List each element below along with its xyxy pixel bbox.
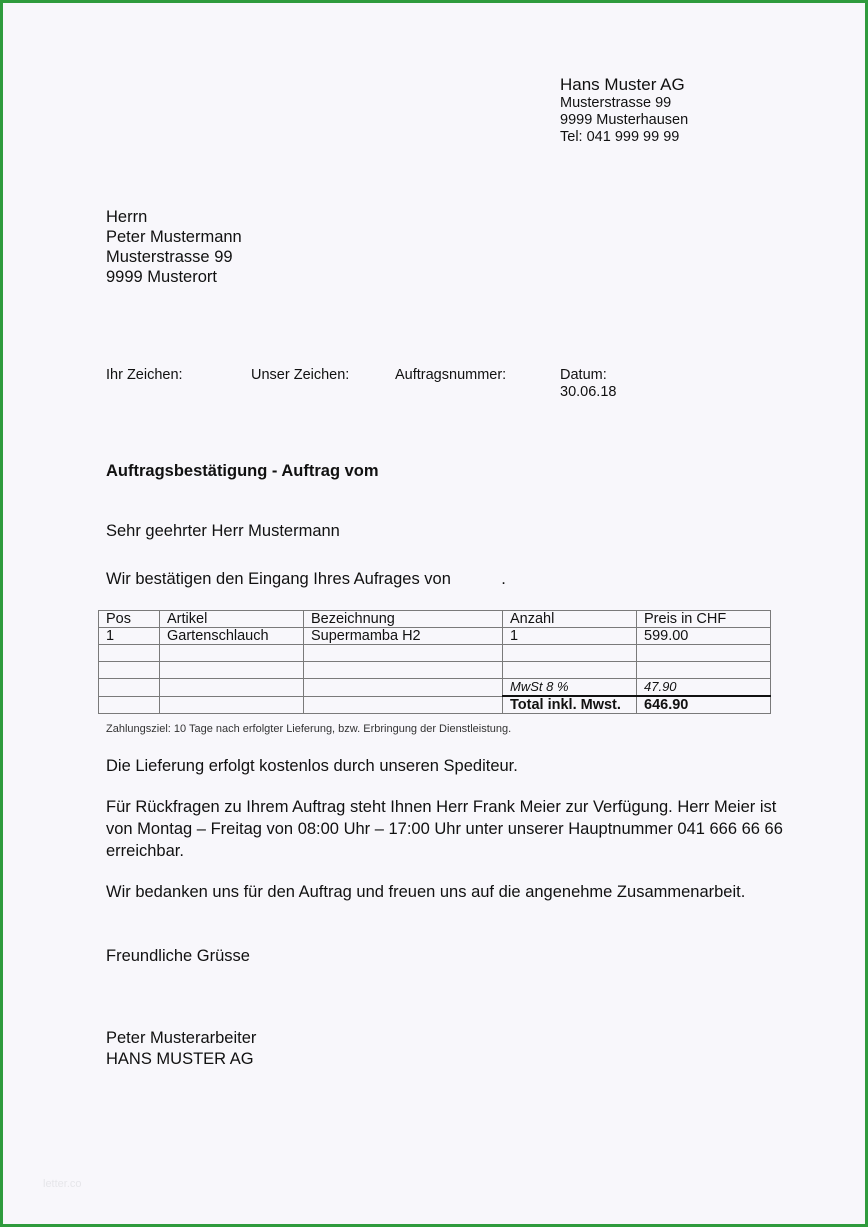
recipient-name: Peter Mustermann xyxy=(106,228,242,246)
ref-ihr-zeichen: Ihr Zeichen: xyxy=(106,367,183,383)
table-cell xyxy=(503,662,637,679)
ref-auftragsnummer: Auftragsnummer: xyxy=(395,367,507,383)
table-cell: Gartenschlauch xyxy=(160,628,304,645)
payment-note: Zahlungsziel: 10 Tage nach erfolgter Lieferung, bzw. Erbringung der Dienstleistung. xyxy=(106,723,512,735)
table-row-empty xyxy=(99,662,771,679)
greeting: Sehr geehrter Herr Mustermann xyxy=(106,522,340,540)
total-label: Total inkl. Mwst. xyxy=(503,696,637,714)
table-cell xyxy=(160,679,304,697)
recipient-street: Musterstrasse 99 xyxy=(106,248,233,266)
table-cell xyxy=(304,645,503,662)
contact-line: Für Rückfragen zu Ihrem Auftrag steht Ihnen Herr Frank Meier zur Verfügung. Herr Meier ist xyxy=(106,798,777,816)
contact-line: von Montag – Freitag von 08:00 Uhr – 17:00 Uhr unter unserer Hauptnummer 041 666 66 66 xyxy=(106,820,783,838)
sender-city: 9999 Musterhausen xyxy=(560,112,689,128)
table-header: Anzahl xyxy=(503,611,637,628)
table-row-total xyxy=(99,696,771,714)
table-row-mwst xyxy=(99,679,771,697)
table-cell xyxy=(160,645,304,662)
recipient-salutation: Herrn xyxy=(106,208,148,226)
table-cell: 1 xyxy=(503,628,637,645)
sender-street: Musterstrasse 99 xyxy=(560,95,672,111)
table-cell xyxy=(160,662,304,679)
table-cell xyxy=(99,696,160,714)
signature-block xyxy=(106,1028,256,1070)
table-cell xyxy=(99,679,160,697)
recipient-address xyxy=(106,207,242,287)
table-cell: 1 xyxy=(99,628,160,645)
table-cell xyxy=(637,645,771,662)
table-cell xyxy=(304,662,503,679)
signature-name: Peter Musterarbeiter xyxy=(106,1029,257,1047)
table-cell xyxy=(503,645,637,662)
table-row-empty xyxy=(99,645,771,662)
contact-line: erreichbar. xyxy=(106,842,184,860)
table-cell: Supermamba H2 xyxy=(304,628,503,645)
table-cell: 599.00 xyxy=(637,628,771,645)
sender-phone: Tel: 041 999 99 99 xyxy=(560,129,680,145)
table-header-row xyxy=(99,611,771,628)
ref-datum xyxy=(560,367,616,401)
table-cell xyxy=(99,645,160,662)
table-cell xyxy=(304,696,503,714)
watermark: letter.co xyxy=(43,1178,82,1190)
table-cell xyxy=(99,662,160,679)
table-header: Preis in CHF xyxy=(637,611,771,628)
table-header: Artikel xyxy=(160,611,304,628)
total-value: 646.90 xyxy=(637,696,771,714)
table-cell xyxy=(637,662,771,679)
table-cell xyxy=(304,679,503,697)
table-cell xyxy=(160,696,304,714)
table-header: Bezeichnung xyxy=(304,611,503,628)
contact-paragraph xyxy=(106,796,783,862)
closing: Freundliche Grüsse xyxy=(106,947,250,965)
mwst-label: MwSt 8 % xyxy=(503,679,637,697)
delivery-paragraph: Die Lieferung erfolgt kostenlos durch unseren Spediteur. xyxy=(106,757,518,775)
signature-company: HANS MUSTER AG xyxy=(106,1050,254,1068)
sender-address xyxy=(560,75,688,146)
table-header: Pos xyxy=(99,611,160,628)
intro-paragraph: Wir bestätigen den Eingang Ihres Aufrages von . xyxy=(106,570,506,588)
datum-value: 30.06.18 xyxy=(560,384,617,400)
subject-line: Auftragsbestätigung - Auftrag vom xyxy=(106,462,379,480)
table-row xyxy=(99,628,771,645)
thanks-paragraph: Wir bedanken uns für den Auftrag und freuen uns auf die angenehme Zusammenarbeit. xyxy=(106,883,746,901)
mwst-value: 47.90 xyxy=(637,679,771,697)
datum-label: Datum: xyxy=(560,367,607,383)
order-table xyxy=(98,610,771,714)
ref-unser-zeichen: Unser Zeichen: xyxy=(251,367,350,383)
recipient-city: 9999 Musterort xyxy=(106,268,217,286)
sender-name: Hans Muster AG xyxy=(560,75,685,94)
